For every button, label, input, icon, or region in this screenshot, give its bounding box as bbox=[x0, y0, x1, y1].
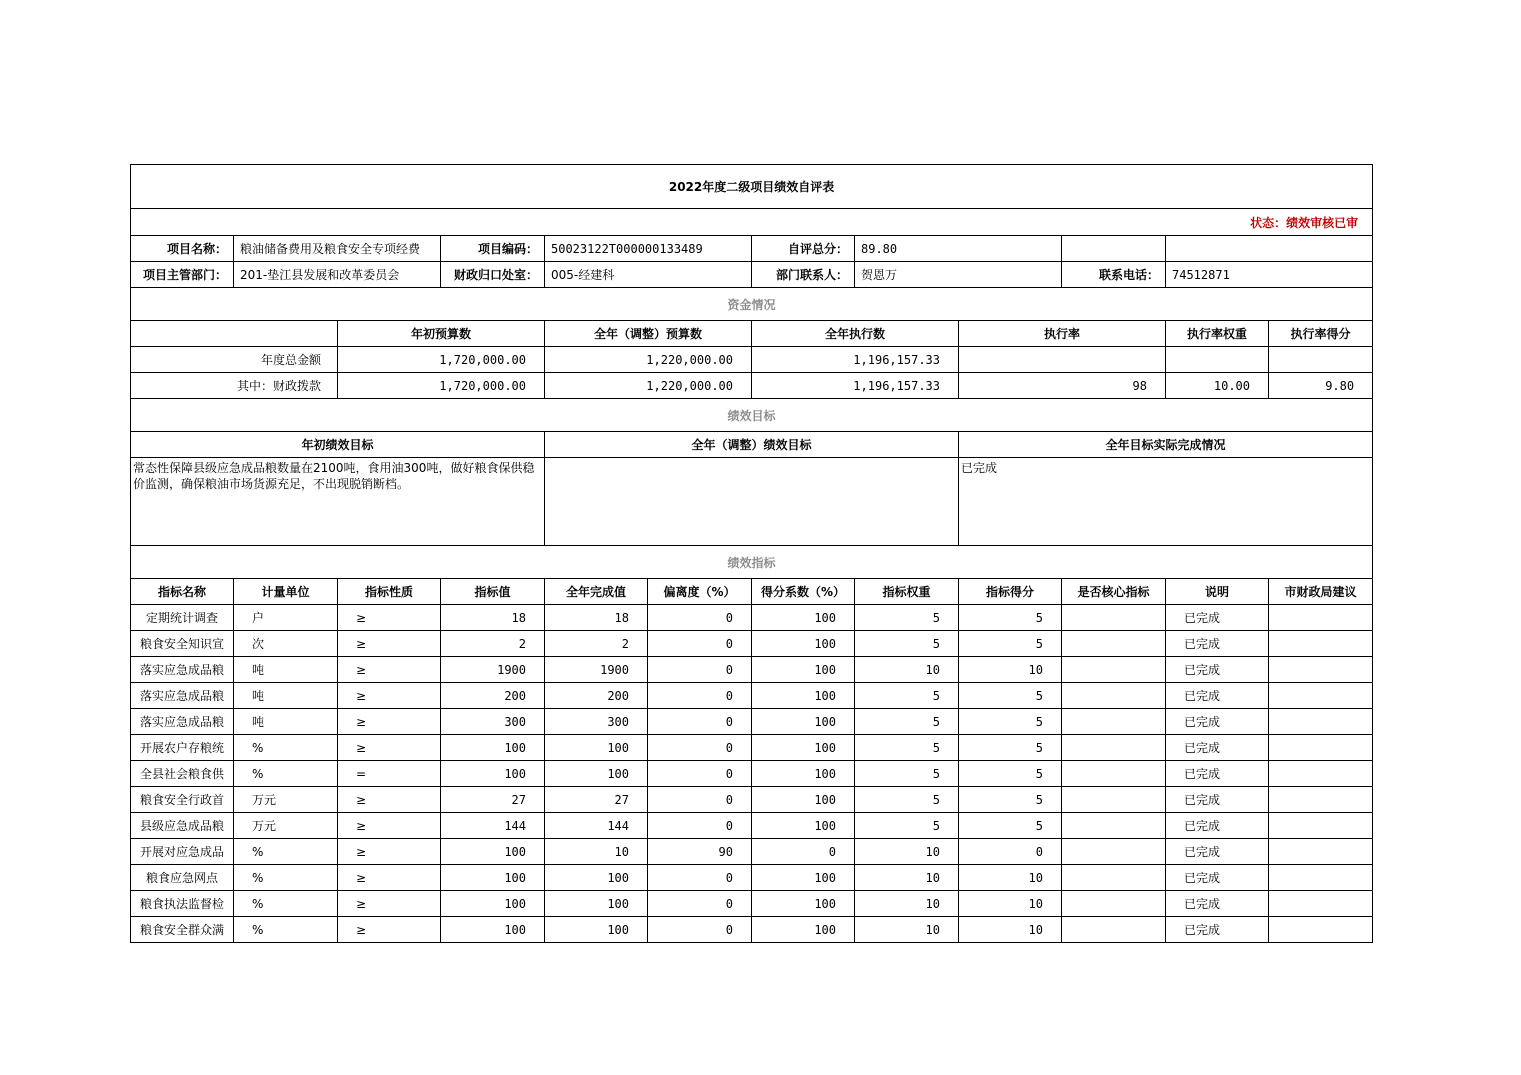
evaluation-sheet bbox=[130, 164, 1373, 943]
indicator-unit: 户 bbox=[234, 605, 338, 631]
indicator-completed: 144 bbox=[545, 813, 648, 839]
indicator-nature: ≥ bbox=[338, 735, 441, 761]
indicator-row bbox=[131, 787, 1373, 813]
indicator-nature: ≥ bbox=[338, 865, 441, 891]
project-name-value: 粮油储备费用及粮食安全专项经费 bbox=[234, 236, 441, 262]
indicator-nature: ≥ bbox=[338, 683, 441, 709]
indicator-core bbox=[1062, 683, 1166, 709]
funds-rate: 98 bbox=[959, 373, 1166, 399]
indicator-core bbox=[1062, 709, 1166, 735]
indicator-note: 已完成 bbox=[1166, 631, 1269, 657]
indicator-header: 市财政局建议 bbox=[1269, 579, 1373, 605]
indicator-unit: % bbox=[234, 761, 338, 787]
indicator-target: 144 bbox=[441, 813, 545, 839]
funds-row bbox=[131, 347, 1373, 373]
indicator-unit: % bbox=[234, 839, 338, 865]
indicator-unit: 万元 bbox=[234, 813, 338, 839]
indicator-weight: 5 bbox=[855, 631, 959, 657]
indicator-deviation: 0 bbox=[648, 891, 752, 917]
indicator-core bbox=[1062, 865, 1166, 891]
indicator-unit: 吨 bbox=[234, 683, 338, 709]
funds-adjusted: 1,220,000.00 bbox=[545, 347, 752, 373]
funds-row-label: 其中：财政拨款 bbox=[131, 373, 338, 399]
indicator-name: 粮食安全知识宣 bbox=[131, 631, 234, 657]
indicator-name: 定期统计调查 bbox=[131, 605, 234, 631]
indicator-weight: 10 bbox=[855, 657, 959, 683]
indicator-deviation: 0 bbox=[648, 709, 752, 735]
indicator-row bbox=[131, 865, 1373, 891]
indicator-core bbox=[1062, 787, 1166, 813]
indicator-coefficient: 100 bbox=[752, 709, 855, 735]
indicator-header: 得分系数（%） bbox=[752, 579, 855, 605]
indicator-suggestion bbox=[1269, 657, 1373, 683]
indicator-note: 已完成 bbox=[1166, 709, 1269, 735]
indicator-target: 1900 bbox=[441, 657, 545, 683]
goals-section-title: 绩效目标 bbox=[131, 399, 1373, 432]
indicator-note: 已完成 bbox=[1166, 605, 1269, 631]
indicator-row bbox=[131, 683, 1373, 709]
indicator-completed: 1900 bbox=[545, 657, 648, 683]
indicator-suggestion bbox=[1269, 605, 1373, 631]
indicator-nature: ≥ bbox=[338, 917, 441, 943]
funds-header: 全年（调整）预算数 bbox=[545, 321, 752, 347]
funds-score bbox=[1269, 347, 1373, 373]
funds-header: 年初预算数 bbox=[338, 321, 545, 347]
indicator-suggestion bbox=[1269, 917, 1373, 943]
funds-initial: 1,720,000.00 bbox=[338, 347, 545, 373]
funds-adjusted: 1,220,000.00 bbox=[545, 373, 752, 399]
empty-cell bbox=[1062, 236, 1166, 262]
indicator-header: 偏离度（%） bbox=[648, 579, 752, 605]
indicator-name: 落实应急成品粮 bbox=[131, 683, 234, 709]
indicator-core bbox=[1062, 605, 1166, 631]
indicator-core bbox=[1062, 813, 1166, 839]
indicator-core bbox=[1062, 631, 1166, 657]
indicator-target: 100 bbox=[441, 865, 545, 891]
evaluation-table bbox=[130, 164, 1373, 943]
funds-header: 全年执行数 bbox=[752, 321, 959, 347]
indicator-note: 已完成 bbox=[1166, 787, 1269, 813]
indicator-row bbox=[131, 657, 1373, 683]
phone-label: 联系电话： bbox=[1062, 262, 1166, 288]
goals-header-row bbox=[131, 432, 1373, 458]
indicator-row bbox=[131, 735, 1373, 761]
indicator-weight: 10 bbox=[855, 865, 959, 891]
indicator-unit: 吨 bbox=[234, 657, 338, 683]
indicator-header: 是否核心指标 bbox=[1062, 579, 1166, 605]
indicator-score: 10 bbox=[959, 891, 1062, 917]
indicator-target: 100 bbox=[441, 917, 545, 943]
indicator-target: 100 bbox=[441, 761, 545, 787]
phone-value: 74512871 bbox=[1166, 262, 1373, 288]
indicator-deviation: 0 bbox=[648, 865, 752, 891]
indicator-weight: 10 bbox=[855, 839, 959, 865]
indicator-score: 5 bbox=[959, 605, 1062, 631]
indicator-name: 粮食应急网点 bbox=[131, 865, 234, 891]
indicator-target: 27 bbox=[441, 787, 545, 813]
indicator-note: 已完成 bbox=[1166, 761, 1269, 787]
indicator-header: 指标值 bbox=[441, 579, 545, 605]
indicator-score: 5 bbox=[959, 683, 1062, 709]
indicator-name: 粮食安全群众满 bbox=[131, 917, 234, 943]
indicator-weight: 5 bbox=[855, 683, 959, 709]
indicator-deviation: 0 bbox=[648, 657, 752, 683]
funds-row-label: 年度总金额 bbox=[131, 347, 338, 373]
indicator-nature: ≥ bbox=[338, 839, 441, 865]
adjusted-goal-text bbox=[545, 458, 959, 546]
dept-label: 项目主管部门： bbox=[131, 262, 234, 288]
indicator-row bbox=[131, 813, 1373, 839]
finance-office-label: 财政归口处室： bbox=[441, 262, 545, 288]
indicator-suggestion bbox=[1269, 865, 1373, 891]
indicator-note: 已完成 bbox=[1166, 891, 1269, 917]
indicator-suggestion bbox=[1269, 683, 1373, 709]
indicator-suggestion bbox=[1269, 813, 1373, 839]
indicator-coefficient: 100 bbox=[752, 813, 855, 839]
indicator-completed: 10 bbox=[545, 839, 648, 865]
indicator-score: 5 bbox=[959, 631, 1062, 657]
indicators-section-title: 绩效指标 bbox=[131, 546, 1373, 579]
indicator-completed: 100 bbox=[545, 761, 648, 787]
funds-rate bbox=[959, 347, 1166, 373]
indicator-unit: % bbox=[234, 891, 338, 917]
actual-goal-text: 已完成 bbox=[959, 458, 1373, 546]
indicator-core bbox=[1062, 917, 1166, 943]
indicator-header: 计量单位 bbox=[234, 579, 338, 605]
indicator-completed: 27 bbox=[545, 787, 648, 813]
indicator-completed: 18 bbox=[545, 605, 648, 631]
indicator-row bbox=[131, 917, 1373, 943]
indicator-core bbox=[1062, 891, 1166, 917]
indicator-suggestion bbox=[1269, 735, 1373, 761]
indicator-core bbox=[1062, 735, 1166, 761]
goals-header: 全年目标实际完成情况 bbox=[959, 432, 1373, 458]
indicator-suggestion bbox=[1269, 709, 1373, 735]
indicator-note: 已完成 bbox=[1166, 865, 1269, 891]
indicator-completed: 100 bbox=[545, 891, 648, 917]
indicator-completed: 100 bbox=[545, 735, 648, 761]
indicator-completed: 100 bbox=[545, 865, 648, 891]
indicator-header: 说明 bbox=[1166, 579, 1269, 605]
indicator-nature: ≥ bbox=[338, 605, 441, 631]
indicator-row bbox=[131, 605, 1373, 631]
funds-weight: 10.00 bbox=[1166, 373, 1269, 399]
indicator-unit: 次 bbox=[234, 631, 338, 657]
funds-initial: 1,720,000.00 bbox=[338, 373, 545, 399]
indicator-target: 100 bbox=[441, 735, 545, 761]
indicator-score: 5 bbox=[959, 735, 1062, 761]
indicator-name: 全县社会粮食供 bbox=[131, 761, 234, 787]
goals-header: 全年（调整）绩效目标 bbox=[545, 432, 959, 458]
indicator-header: 指标得分 bbox=[959, 579, 1062, 605]
indicator-weight: 10 bbox=[855, 891, 959, 917]
indicator-coefficient: 100 bbox=[752, 787, 855, 813]
contact-label: 部门联系人： bbox=[752, 262, 855, 288]
indicator-nature: ≥ bbox=[338, 657, 441, 683]
indicator-score: 5 bbox=[959, 787, 1062, 813]
indicator-deviation: 0 bbox=[648, 813, 752, 839]
project-name-label: 项目名称： bbox=[131, 236, 234, 262]
indicator-score: 10 bbox=[959, 657, 1062, 683]
indicator-suggestion bbox=[1269, 787, 1373, 813]
indicator-suggestion bbox=[1269, 761, 1373, 787]
indicator-completed: 2 bbox=[545, 631, 648, 657]
indicator-suggestion bbox=[1269, 891, 1373, 917]
empty-cell bbox=[1166, 236, 1373, 262]
indicator-core bbox=[1062, 657, 1166, 683]
indicator-deviation: 0 bbox=[648, 735, 752, 761]
indicator-score: 5 bbox=[959, 813, 1062, 839]
indicator-note: 已完成 bbox=[1166, 683, 1269, 709]
info-row-2 bbox=[131, 262, 1373, 288]
indicator-target: 200 bbox=[441, 683, 545, 709]
contact-value: 贺恩万 bbox=[855, 262, 1062, 288]
indicator-deviation: 90 bbox=[648, 839, 752, 865]
indicator-coefficient: 100 bbox=[752, 761, 855, 787]
indicator-score: 5 bbox=[959, 709, 1062, 735]
indicator-weight: 10 bbox=[855, 917, 959, 943]
indicator-name: 县级应急成品粮 bbox=[131, 813, 234, 839]
indicator-coefficient: 100 bbox=[752, 631, 855, 657]
project-code-value: 50023122T000000133489 bbox=[545, 236, 752, 262]
indicators-header-row bbox=[131, 579, 1373, 605]
indicator-row bbox=[131, 709, 1373, 735]
indicator-score: 10 bbox=[959, 865, 1062, 891]
indicator-target: 100 bbox=[441, 891, 545, 917]
indicator-note: 已完成 bbox=[1166, 813, 1269, 839]
indicator-completed: 300 bbox=[545, 709, 648, 735]
indicator-weight: 5 bbox=[855, 813, 959, 839]
indicator-nature: ≥ bbox=[338, 787, 441, 813]
empty-cell bbox=[131, 321, 338, 347]
indicator-note: 已完成 bbox=[1166, 839, 1269, 865]
indicator-deviation: 0 bbox=[648, 683, 752, 709]
indicator-deviation: 0 bbox=[648, 787, 752, 813]
indicator-coefficient: 100 bbox=[752, 917, 855, 943]
indicator-coefficient: 100 bbox=[752, 605, 855, 631]
indicator-name: 开展农户存粮统 bbox=[131, 735, 234, 761]
indicator-coefficient: 0 bbox=[752, 839, 855, 865]
indicator-target: 100 bbox=[441, 839, 545, 865]
indicator-score: 10 bbox=[959, 917, 1062, 943]
info-row-1 bbox=[131, 236, 1373, 262]
indicator-name: 粮食执法监督检 bbox=[131, 891, 234, 917]
indicator-note: 已完成 bbox=[1166, 917, 1269, 943]
indicator-weight: 5 bbox=[855, 761, 959, 787]
indicator-coefficient: 100 bbox=[752, 683, 855, 709]
indicator-header: 指标性质 bbox=[338, 579, 441, 605]
indicator-target: 300 bbox=[441, 709, 545, 735]
indicator-weight: 5 bbox=[855, 735, 959, 761]
indicator-name: 落实应急成品粮 bbox=[131, 657, 234, 683]
indicator-weight: 5 bbox=[855, 605, 959, 631]
indicator-weight: 5 bbox=[855, 709, 959, 735]
indicator-coefficient: 100 bbox=[752, 865, 855, 891]
indicator-note: 已完成 bbox=[1166, 657, 1269, 683]
indicator-score: 5 bbox=[959, 761, 1062, 787]
indicator-row bbox=[131, 631, 1373, 657]
indicator-deviation: 0 bbox=[648, 631, 752, 657]
indicator-unit: 吨 bbox=[234, 709, 338, 735]
funds-weight bbox=[1166, 347, 1269, 373]
indicator-suggestion bbox=[1269, 839, 1373, 865]
indicator-header: 全年完成值 bbox=[545, 579, 648, 605]
indicator-name: 落实应急成品粮 bbox=[131, 709, 234, 735]
indicator-core bbox=[1062, 761, 1166, 787]
indicator-unit: % bbox=[234, 917, 338, 943]
indicator-nature: ≥ bbox=[338, 891, 441, 917]
finance-office-value: 005-经建科 bbox=[545, 262, 752, 288]
indicator-weight: 5 bbox=[855, 787, 959, 813]
indicator-nature: = bbox=[338, 761, 441, 787]
indicator-header: 指标权重 bbox=[855, 579, 959, 605]
indicator-name: 粮食安全行政首 bbox=[131, 787, 234, 813]
indicator-deviation: 0 bbox=[648, 605, 752, 631]
indicator-core bbox=[1062, 839, 1166, 865]
indicator-unit: 万元 bbox=[234, 787, 338, 813]
indicator-row bbox=[131, 761, 1373, 787]
indicator-note: 已完成 bbox=[1166, 735, 1269, 761]
indicator-coefficient: 100 bbox=[752, 735, 855, 761]
indicator-nature: ≥ bbox=[338, 631, 441, 657]
goals-header: 年初绩效目标 bbox=[131, 432, 545, 458]
indicator-deviation: 0 bbox=[648, 761, 752, 787]
indicator-row bbox=[131, 891, 1373, 917]
indicator-name: 开展对应急成品 bbox=[131, 839, 234, 865]
indicator-header: 指标名称 bbox=[131, 579, 234, 605]
funds-header: 执行率权重 bbox=[1166, 321, 1269, 347]
indicator-target: 18 bbox=[441, 605, 545, 631]
indicator-deviation: 0 bbox=[648, 917, 752, 943]
indicator-nature: ≥ bbox=[338, 709, 441, 735]
funds-row bbox=[131, 373, 1373, 399]
indicator-score: 0 bbox=[959, 839, 1062, 865]
indicator-nature: ≥ bbox=[338, 813, 441, 839]
indicator-target: 2 bbox=[441, 631, 545, 657]
indicator-completed: 100 bbox=[545, 917, 648, 943]
funds-header: 执行率得分 bbox=[1269, 321, 1373, 347]
indicator-unit: % bbox=[234, 865, 338, 891]
status-badge: 状态：绩效审核已审 bbox=[131, 209, 1373, 236]
funds-executed: 1,196,157.33 bbox=[752, 347, 959, 373]
indicator-coefficient: 100 bbox=[752, 891, 855, 917]
funds-executed: 1,196,157.33 bbox=[752, 373, 959, 399]
indicator-coefficient: 100 bbox=[752, 657, 855, 683]
initial-goal-text: 常态性保障县级应急成品粮数量在2100吨，食用油300吨，做好粮食保供稳价监测，确保粮油市场货源充足，不出现脱销断档。 bbox=[131, 458, 545, 546]
dept-value: 201-垫江县发展和改革委员会 bbox=[234, 262, 441, 288]
indicator-suggestion bbox=[1269, 631, 1373, 657]
self-score-label: 自评总分： bbox=[752, 236, 855, 262]
self-score-value: 89.80 bbox=[855, 236, 1062, 262]
project-code-label: 项目编码： bbox=[441, 236, 545, 262]
indicator-unit: % bbox=[234, 735, 338, 761]
funds-header-row bbox=[131, 321, 1373, 347]
funds-section-title: 资金情况 bbox=[131, 288, 1373, 321]
indicator-row bbox=[131, 839, 1373, 865]
indicator-completed: 200 bbox=[545, 683, 648, 709]
goals-text-row bbox=[131, 458, 1373, 546]
funds-header: 执行率 bbox=[959, 321, 1166, 347]
funds-score: 9.80 bbox=[1269, 373, 1373, 399]
page-title: 2022年度二级项目绩效自评表 bbox=[131, 165, 1373, 209]
